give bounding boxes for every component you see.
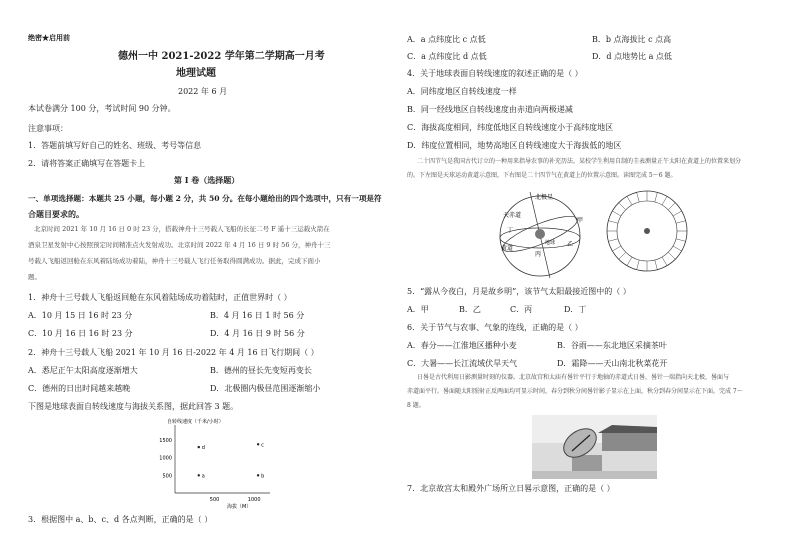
label-bing: 丙 [535, 251, 542, 258]
wheel-tick [637, 260, 640, 270]
q6-option-a: A．春分——江淮地区播种小麦 [407, 341, 517, 350]
passage-line-4: 题。 [28, 273, 41, 281]
q5-option-a: A．甲 [407, 305, 429, 314]
label-celestial-equator: 天赤道 [503, 212, 522, 219]
secret-mark: 绝密★启用前 [28, 33, 70, 42]
q6-option-b: B．谷雨——东北地区采摘茶叶 [557, 341, 667, 350]
y-tick-label: 500 [162, 473, 172, 480]
exam-subject: 地理试题 [176, 68, 216, 79]
q2-option-b: B．德州的昼长先变短再变长 [210, 366, 312, 375]
q6-option-d: D．霜降——天山南北秋菜花开 [557, 359, 668, 368]
section-instruction-2: 合题目要求的。 [28, 209, 84, 219]
intro-line: 本试卷满分 100 分，考试时间 90 分钟。 [28, 104, 176, 113]
wheel-tick [676, 221, 686, 224]
point-label-c: c [261, 442, 264, 449]
q4-option-c: C．海拔高度相同，纬度低地区自转线速度小于高纬度地区 [407, 123, 614, 132]
q5-stem: 5．“露从今夜白，月是故乡明”，该节气太阳最接近图中的（ ） [407, 287, 631, 296]
point-label-a: a [201, 473, 205, 480]
point-label-d: d [201, 445, 205, 452]
chart-intro: 下图是地球表面自转线速度与海拔关系图，据此回答 3 题。 [28, 402, 239, 411]
wheel-tick [608, 221, 618, 224]
point-label-b: b [261, 473, 265, 480]
section-title: 第 I 卷（选择题） [174, 175, 240, 185]
label-jia: 甲 [577, 217, 584, 224]
solar-terms-wheel [602, 186, 692, 276]
passage3-line-1: 日晷是古代利用日影测量时刻的仪器。北京故宫和太庙有晷针平行于地轴的赤道式日晷，晷针一端指向天北极，晷面与 [417, 374, 730, 381]
x-tick-label: 500 [209, 497, 220, 503]
q2-stem: 2．神舟十三号载人飞船 2021 年 10 月 16 日-2022 年 4 月 16 日飞行期间（ ） [28, 348, 319, 357]
q3-option-d: D．d 点地势比 a 点低 [592, 52, 672, 61]
q1-option-a: A．10 月 15 日 16 时 23 分 [28, 311, 133, 320]
q5-option-c: C．丙 [510, 305, 533, 314]
point-c [257, 443, 259, 445]
q2-option-c: C．德州的日出时间越来越晚 [28, 384, 131, 393]
label-ding: 丁 [507, 227, 514, 234]
notice-heading: 注意事项： [28, 124, 68, 133]
q1-option-c: C．10 月 16 日 16 时 23 分 [28, 329, 133, 338]
q6-stem: 6．关于节气与农事、气象的连线，正确的是（ ） [407, 323, 583, 332]
wheel-tick [662, 196, 667, 205]
q2-option-d: D．北极圈内极昼范围逐渐缩小 [210, 384, 321, 393]
celestial-sphere-diagram [485, 186, 595, 282]
wheel-tick [619, 203, 626, 210]
passage3-line-2: 赤道面平行。晷面随太阳照射正反两面均可显示时间，春分到秋分间晷针影子显示在上面，秋分到春分间显示在下面。完成 7～ [407, 388, 743, 395]
q5-option-b: B．乙 [459, 305, 481, 314]
q2-option-a: A．悉尼正午太阳高度逐渐增大 [28, 366, 138, 375]
wheel-tick [637, 192, 640, 202]
label-earth: 地球 [545, 240, 556, 246]
q4-stem: 4．关于地球表面自转线速度的叙述正确的是（ ） [407, 69, 583, 78]
passage-line-2: 酒泉卫星发射中心按照预定时间精准点火发射成功。北京时间 2022 年 4 月 16 日 9 时 56 分，神舟十三 [28, 241, 331, 249]
exam-date: 2022 年 6 月 [178, 87, 228, 96]
wheel-tick [662, 257, 667, 266]
wheel-tick [612, 246, 621, 251]
point-d [198, 446, 200, 448]
notice-item-2: 2．请将答案正确填写在答题卡上 [28, 159, 146, 168]
q1-option-b: B．4 月 16 日 1 时 56 分 [210, 311, 305, 320]
q5-option-d: D．丁 [564, 305, 587, 314]
label-north-star: 北极星 [535, 194, 554, 201]
x-tick-label: 1000 [247, 497, 261, 503]
passage-line-3: 号载人飞船返回舱在东风着陆场成功着陆，神舟十三号载人飞行任务取得圆满成功。据此，完成下面小 [28, 257, 321, 265]
q7-stem: 7．北京故宫太和殿外广场所立日晷示意图，正确的是（ ） [407, 484, 615, 493]
passage3-line-3: 8 题。 [407, 402, 425, 409]
q1-stem: 1．神舟十三号载人飞船返回舱在东风着陆场成功着陆时，正值世界时（ ） [28, 293, 292, 302]
y-axis-label: 自转线速度（千米/小时） [167, 419, 224, 425]
q1-option-d: D．4 月 16 日 9 时 56 分 [210, 329, 305, 338]
q6-option-c: C．大暑——长江流域伏旱天气 [407, 359, 518, 368]
wheel-tick [673, 211, 682, 216]
wheel-tick [619, 252, 626, 259]
point-b [257, 474, 259, 476]
sundial-photo [532, 415, 657, 479]
label-ecliptic: 黄道 [501, 245, 514, 252]
wheel-tick [673, 246, 682, 251]
exam-title: 德州一中 2021-2022 学年第二学期高一月考 [118, 51, 325, 62]
q3-option-b: B．b 点海拔比 c 点高 [592, 35, 672, 44]
wheel-tick [676, 239, 686, 242]
speed-altitude-chart [140, 415, 300, 511]
wheel-tick [627, 196, 632, 205]
section-instruction-1: 一、单项选择题：本题共 25 小题，每小题 2 分，共 50 分。在每小题给出的四个选项中，只有一项是符 [28, 194, 382, 203]
y-tick-label: 1500 [159, 438, 172, 445]
label-yi: 乙 [567, 241, 574, 248]
point-a [198, 474, 200, 476]
wheel-tick [608, 239, 618, 242]
notice-item-1: 1．答题前填写好自己的姓名、班级、考号等信息 [28, 141, 202, 150]
q3-option-c: C．a 点纬度比 d 点低 [407, 52, 487, 61]
q4-option-d: D．纬度位置相同，地势高地区自转线速度大于海拔低的地区 [407, 141, 622, 150]
passage-line-1: 北京时间 2021 年 10 月 16 日 0 时 23 分，搭载神舟十三号载人飞船的长征二号 F 遥十三运载火箭在 [34, 225, 330, 233]
y-tick-label: 1000 [159, 455, 172, 462]
q3-stem: 3．根据图中 a、b、c、d 各点判断，正确的是（ ） [28, 515, 213, 524]
q3-option-a: A．a 点纬度比 c 点低 [407, 35, 486, 44]
wheel-tick [612, 211, 621, 216]
passage2-line-2: 的。下左图是天球运动黄道示意图，下右图是二十四节气在黄道上的位置示意图。读图完成 5～6 题。 [407, 172, 677, 179]
q4-option-a: A．同纬度地区自转线速度一样 [407, 87, 517, 96]
passage2-line-1: 二十四节气是我国古代订立的一种用来指导农事的补充历法。某校学生利用自制的圭表测量正午太阳在黄道上的位置来划分 [417, 158, 742, 165]
wheel-tick [655, 260, 658, 270]
wheel-tick [655, 192, 658, 202]
q4-option-b: B．同一经线地区自转线速度由赤道向两极递减 [407, 105, 573, 114]
wheel-tick [668, 252, 675, 259]
wheel-tick [627, 257, 632, 266]
wheel-tick [668, 203, 675, 210]
x-axis-label: 海拔（M） [227, 504, 252, 510]
